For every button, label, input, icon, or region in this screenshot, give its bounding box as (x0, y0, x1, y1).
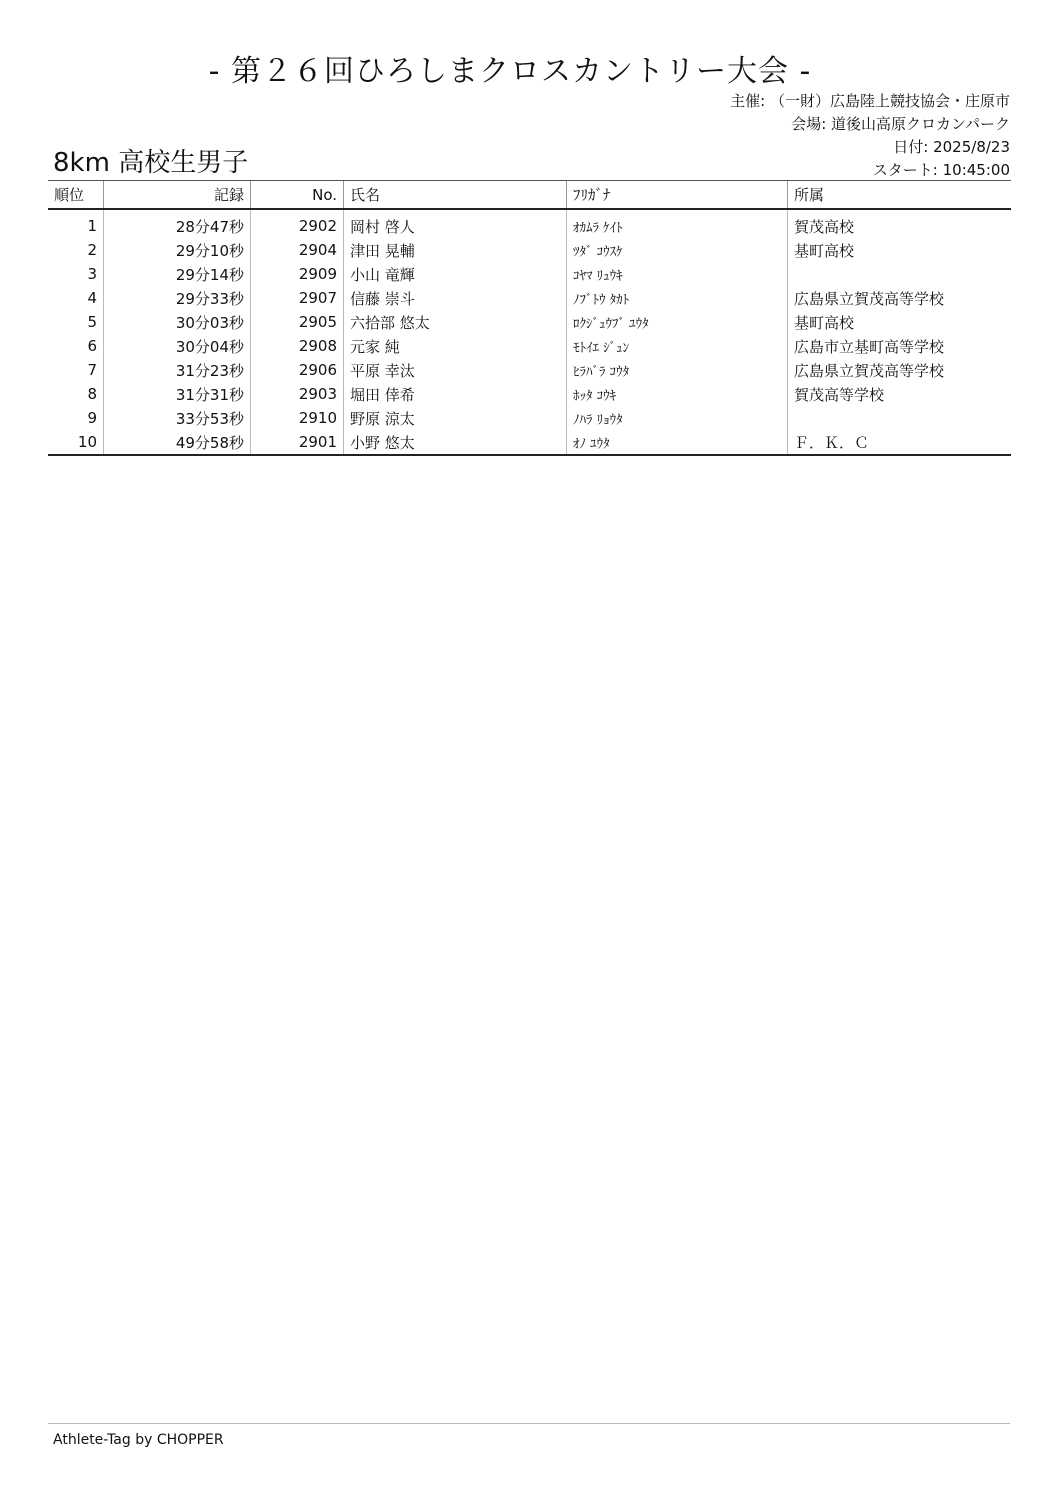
name-cell: 堀田 倖希 (344, 382, 567, 406)
team-cell (788, 406, 1012, 430)
time-cell: 31分23秒 (104, 358, 251, 382)
kana-cell: ﾎｯﾀ ｺｳｷ (567, 382, 788, 406)
bib-number-cell: 2908 (251, 334, 344, 358)
team-cell: 賀茂高等学校 (788, 382, 1012, 406)
bib-number-cell: 2903 (251, 382, 344, 406)
page-title: - 第２６回ひろしまクロスカントリー大会 - (208, 54, 812, 89)
rank-cell: 1 (87, 217, 97, 235)
rank-cell: 4 (87, 289, 97, 307)
venue: 会場: 道後山高原クロカンパーク (791, 115, 1010, 133)
kana-cell: ﾋﾗﾊﾞﾗ ｺｳﾀ (567, 358, 788, 382)
table-row (48, 430, 1011, 455)
table-row (48, 358, 1011, 382)
bib-number-cell: 2904 (251, 238, 344, 262)
team-cell: Ｆ．Ｋ．Ｃ (788, 430, 1012, 455)
team-cell (788, 262, 1012, 286)
organizer: 主催: （一財）広島陸上競技協会・庄原市 (730, 92, 1010, 110)
rank-cell: 10 (48, 430, 104, 455)
kana-cell: ﾓﾄｲｴ ｼﾞｭﾝ (567, 334, 788, 358)
rank-cell: 5 (87, 313, 97, 331)
table-row (48, 382, 1011, 406)
column-header-rank: 順位 (48, 181, 104, 210)
bib-number-cell: 2905 (251, 310, 344, 334)
footer-credit: Athlete-Tag by CHOPPER (53, 1432, 224, 1448)
time-cell: 49分58秒 (104, 430, 251, 455)
bib-number-cell: 2902 (251, 209, 344, 238)
table-row (48, 238, 1011, 262)
column-header-no: No. (251, 181, 344, 210)
kana-cell: ﾉﾊﾗ ﾘｮｳﾀ (567, 406, 788, 430)
bib-number-cell: 2906 (251, 358, 344, 382)
name-cell: 岡村 啓人 (344, 209, 567, 238)
name-cell: 津田 晃輔 (344, 238, 567, 262)
rank-cell: 8 (87, 385, 97, 403)
name-cell: 野原 涼太 (344, 406, 567, 430)
time-cell: 28分47秒 (104, 209, 251, 238)
results-table (48, 180, 1011, 456)
rank-cell: 6 (87, 337, 97, 355)
team-cell: 広島県立賀茂高等学校 (788, 358, 1012, 382)
time-cell: 33分53秒 (104, 406, 251, 430)
kana-cell: ｵﾉ ﾕｳﾀ (567, 430, 788, 455)
column-header-name: 氏名 (344, 181, 567, 210)
time-cell: 30分04秒 (104, 334, 251, 358)
start-time: スタート: 10:45:00 (872, 161, 1010, 179)
time-cell: 29分33秒 (104, 286, 251, 310)
rank-cell: 2 (87, 241, 97, 259)
team-cell: 基町高校 (788, 310, 1012, 334)
column-header-kana: ﾌﾘｶﾞﾅ (567, 181, 788, 210)
column-header-time: 記録 (104, 181, 251, 210)
table-header-row (48, 181, 1011, 210)
rank-cell: 9 (87, 409, 97, 427)
table-row (48, 262, 1011, 286)
kana-cell: ｵｶﾑﾗ ｹｲﾄ (567, 209, 788, 238)
name-cell: 平原 幸汰 (344, 358, 567, 382)
column-header-team: 所属 (788, 181, 1012, 210)
team-cell: 賀茂高校 (788, 209, 1012, 238)
time-cell: 31分31秒 (104, 382, 251, 406)
name-cell: 小野 悠太 (344, 430, 567, 455)
time-cell: 29分10秒 (104, 238, 251, 262)
event-meta (730, 90, 1010, 182)
bib-number-cell: 2909 (251, 262, 344, 286)
bib-number-cell: 2910 (251, 406, 344, 430)
kana-cell: ﾉﾌﾞﾄｳ ﾀｶﾄ (567, 286, 788, 310)
table-row (48, 286, 1011, 310)
team-cell: 広島県立賀茂高等学校 (788, 286, 1012, 310)
bib-number-cell: 2901 (251, 430, 344, 455)
rank-cell: 7 (87, 361, 97, 379)
bib-number-cell: 2907 (251, 286, 344, 310)
kana-cell: ｺﾔﾏ ﾘｭｳｷ (567, 262, 788, 286)
race-category: 8km 高校生男子 (53, 148, 249, 178)
name-cell: 元家 純 (344, 334, 567, 358)
table-row (48, 209, 1011, 238)
kana-cell: ﾂﾀﾞ ｺｳｽｹ (567, 238, 788, 262)
name-cell: 六拾部 悠太 (344, 310, 567, 334)
kana-cell: ﾛｸｼﾞｭｳﾌﾞ ﾕｳﾀ (567, 310, 788, 334)
team-cell: 基町高校 (788, 238, 1012, 262)
name-cell: 小山 竜輝 (344, 262, 567, 286)
team-cell: 広島市立基町高等学校 (788, 334, 1012, 358)
time-cell: 30分03秒 (104, 310, 251, 334)
rank-cell: 3 (87, 265, 97, 283)
name-cell: 信藤 崇斗 (344, 286, 567, 310)
footer-divider (48, 1423, 1010, 1424)
table-row (48, 406, 1011, 430)
event-date: 日付: 2025/8/23 (893, 138, 1010, 156)
table-row (48, 334, 1011, 358)
time-cell: 29分14秒 (104, 262, 251, 286)
table-row (48, 310, 1011, 334)
